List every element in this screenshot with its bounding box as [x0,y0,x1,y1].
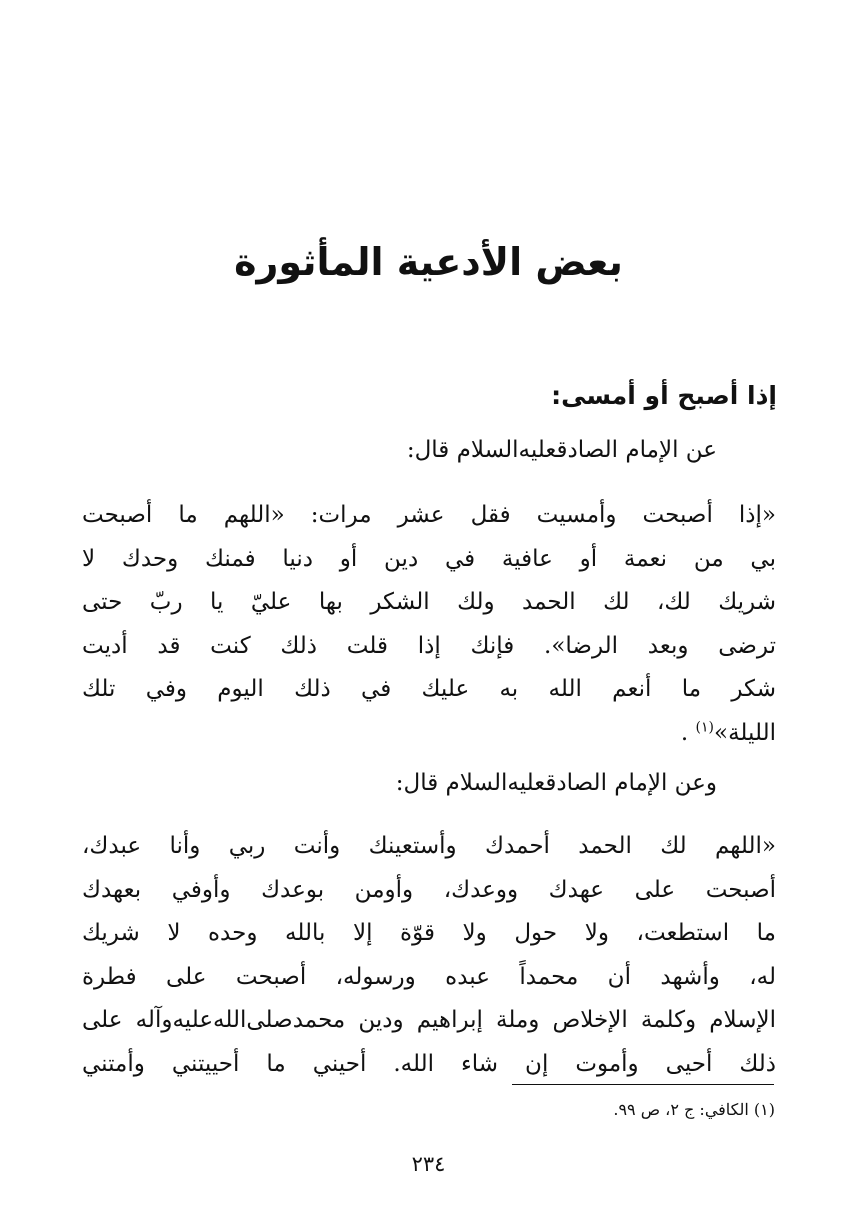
quote-1-end-mark: . [680,719,689,746]
narration-intro-2: وعن الإمام الصادق‏عليه‌السلام قال: [395,770,717,796]
footnote-divider [512,1084,774,1085]
quote-1-line: ترضى وبعد الرضا». فإنك إذا قلت ذلك كنت قد أديت [82,632,776,659]
supplication-quote-2 [82,825,776,1087]
page-title: بعض الأدعية المأثورة [234,240,623,284]
quote-2-line: ما استطعت، ولا حول ولا قوّة إلا بالله وحده لا شريك [82,920,776,947]
footnote: (١) الكافي: ج ٢، ص ٩٩. [613,1100,775,1119]
narration-intro-1: عن الإمام الصادق‏عليه‌السلام قال: [406,437,717,463]
quote-2-line: الإسلام وكلمة الإخلاص وملة إبراهيم ودين محمد‏صلى‌الله‌عليه‌وآله على [82,1007,776,1034]
quote-2-line: «اللهم لك الحمد أحمدك وأستعينك وأنت ربي وأنا عبدك، [82,833,776,859]
quote-1-line: شكر ما أنعم الله به عليك في ذلك اليوم وفي تلك [82,676,776,703]
quote-2-line: أصبحت على عهدك ووعدك، وأومن بوعدك وأوفي بعهدك [82,876,776,903]
quote-1-line: شريك لك، لك الحمد ولك الشكر بها عليّ يا ربّ حتى [82,589,776,616]
quote-1-line: بي من نعمة أو عافية في دين أو دنيا فمنك وحدك لا [82,545,776,572]
page-number: ٢٣٤ [411,1152,446,1176]
quote-2-line: له، وأشهد أن محمداً عبده ورسوله، أصبحت على فطرة [82,963,776,990]
quote-1-line: «إذا أصبحت وأمسيت فقل عشر مرات: «اللهم ما أصبحت [82,502,776,528]
section-heading: إذا أصبح أو أمسى: [551,381,777,410]
quote-2-line: ذلك أحيى وأموت إن شاء الله. أحيني ما أحييتني وأمتني [82,1050,776,1077]
quote-1-last-line [82,712,776,756]
footnote-reference[interactable]: (١) [695,719,715,736]
quote-1-line-text: الليلة» [714,719,776,746]
supplication-quote-1 [82,494,776,756]
